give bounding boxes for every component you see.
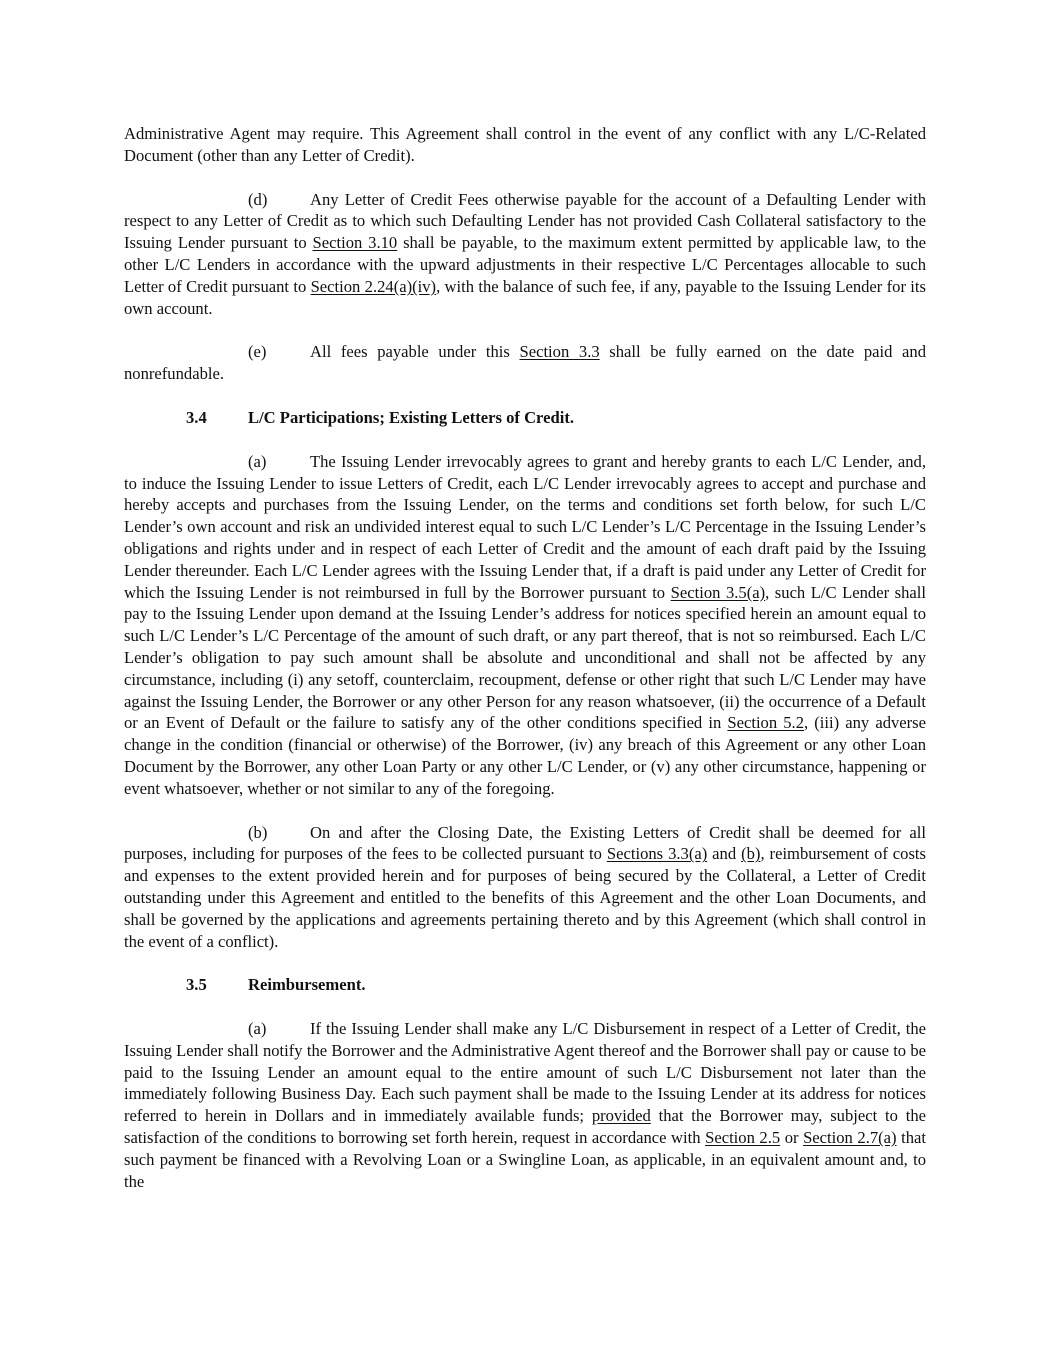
- paragraph-text: that such payment be financed with a Revolving Loan or a Swingline Loan, as applicable, in an equivalent amount and, to the: [124, 1128, 926, 1191]
- section-reference: Section 3.3: [519, 342, 600, 362]
- paragraph-text: Any Letter of Credit Fees otherwise payable for the account of a Defaulting Lender with respect to any Letter of Credit as to which such Defaulting Lender has not provided Cash Collateral satisfactory to the Issuing Lender pursuant to: [124, 189, 926, 253]
- paragraph-label: (a): [248, 1019, 267, 1039]
- proviso-term: provided: [591, 1106, 651, 1126]
- section-heading-3-4: [186, 407, 926, 429]
- paragraph-label: (e): [248, 342, 267, 362]
- paragraph-text: , reimbursement of costs and expenses to the extent provided herein and for purposes of being secured by the Collateral, a Letter of Credit outstanding under this Agreement and entitled to the benefits of this Agreement and the other Loan Documents, and shall be governed by the applications and agreements pertaining thereto and by this Agreement (which shall control in the event of a conflict).: [124, 844, 926, 951]
- section-reference: Section 2.24(a)(iv): [310, 276, 437, 296]
- document-page: [124, 123, 926, 1214]
- section-reference: (b): [741, 844, 761, 864]
- paragraph-3-4-b: [124, 822, 926, 953]
- section-reference: Section 2.5: [705, 1128, 781, 1148]
- section-number: 3.5: [186, 975, 207, 995]
- paragraph-text: The Issuing Lender irrevocably agrees to grant and hereby grants to each L/C Lender, and, to induce the Issuing Lender to issue Letters of Credit, each L/C Lender irrevocably agrees to accept and purchase and hereby accepts and purchases from the Issuing Lender, on the terms and conditions set forth below, for such L/C Lender’s own account and risk an undivided interest equal to such L/C Lender’s L/C Percentage in the Issuing Lender’s obligations and rights under and in respect of each Letter of Credit and the amount of each draft paid by the Issuing Lender thereunder. Each L/C Lender agrees with the Issuing Lender that, if a draft is paid under any Letter of Credit for which the Issuing Lender is not reimbursed in full by the Borrower pursuant to: [124, 451, 926, 602]
- paragraph-text: On and after the Closing Date, the Existing Letters of Credit shall be deemed for all purposes, including for purposes of the fees to be collected pursuant to: [124, 822, 926, 864]
- paragraph-3-3-e: [124, 341, 926, 385]
- paragraph-text: , with the balance of such fee, if any, payable to the Issuing Lender for its own account.: [124, 276, 926, 318]
- paragraph-text: , such L/C Lender shall pay to the Issuing Lender upon demand at the Issuing Lender’s address for notices specified herein an amount equal to such L/C Lender’s L/C Percentage of the amount of such draft, or any part thereof, that is not so reimbursed. Each L/C Lender’s obligation to pay such amount shall be absolute and unconditional and shall not be affected by any circumstance, including (i) any setoff, counterclaim, recoupment, defense or other right that such L/C Lender may have against the Issuing Lender, the Borrower or any other Person for any reason whatsoever, (ii) the occurrence of a Default or an Event of Default or the failure to satisfy any of the other conditions specified in: [124, 582, 926, 733]
- paragraph-label: (d): [248, 189, 268, 209]
- section-title: L/C Participations; Existing Letters of Credit.: [248, 407, 575, 427]
- paragraph-text: All fees payable under this: [310, 342, 520, 362]
- paragraph-label: (a): [248, 451, 267, 471]
- section-heading-3-5: [186, 974, 926, 996]
- paragraph-3-5-a: [124, 1018, 926, 1192]
- section-reference: Section 3.10: [312, 233, 398, 253]
- section-reference: Section 2.7(a): [803, 1128, 897, 1148]
- section-reference: Section 5.2: [727, 713, 805, 733]
- paragraph-3-3-d: [124, 189, 926, 320]
- section-number: 3.4: [186, 407, 207, 427]
- paragraph-text: shall be fully earned on the date paid and nonrefundable.: [124, 342, 926, 384]
- paragraph-text: or: [780, 1128, 804, 1148]
- paragraph-text: If the Issuing Lender shall make any L/C Disbursement in respect of a Letter of Credit, the Issuing Lender shall notify the Borrower and the Administrative Agent thereof and the Borrower shall pay or cause to be paid to the Issuing Lender an amount equal to the entire amount of such L/C Disbursement not later than the immediately following Business Day. Each such payment shall be made to the Issuing Lender at its address for notices referred to herein in Dollars and in immediately available funds;: [124, 1019, 926, 1126]
- paragraph-3-4-a: [124, 451, 926, 800]
- section-title: Reimbursement.: [248, 975, 366, 995]
- paragraph-text: and: [707, 844, 742, 864]
- paragraph-text: , (iii) any adverse change in the condition (financial or otherwise) of the Borrower, (iv) any breach of this Agreement or any other Loan Document by the Borrower, any other Loan Party or any other L/C Lender, or (v) any other circumstance, happening or event whatsoever, whether or not similar to any of the foregoing.: [124, 713, 927, 798]
- section-reference: Sections 3.3(a): [606, 844, 708, 864]
- paragraph-label: (b): [248, 822, 268, 842]
- intro-text: Administrative Agent may require. This Agreement shall control in the event of any conflict with any L/C-Related Document (other than any Letter of Credit).: [124, 124, 926, 165]
- paragraph-text: that the Borrower may, subject to the satisfaction of the conditions to borrowing set forth herein, request in accordance with: [124, 1106, 926, 1148]
- section-reference: Section 3.5(a): [670, 582, 766, 602]
- paragraph-text: shall be payable, to the maximum extent permitted by applicable law, to the other L/C Lenders in accordance with the upward adjustments in their respective L/C Percentages allocable to such Letter of Credit pursuant to: [124, 233, 927, 296]
- intro-paragraph: [124, 123, 926, 167]
